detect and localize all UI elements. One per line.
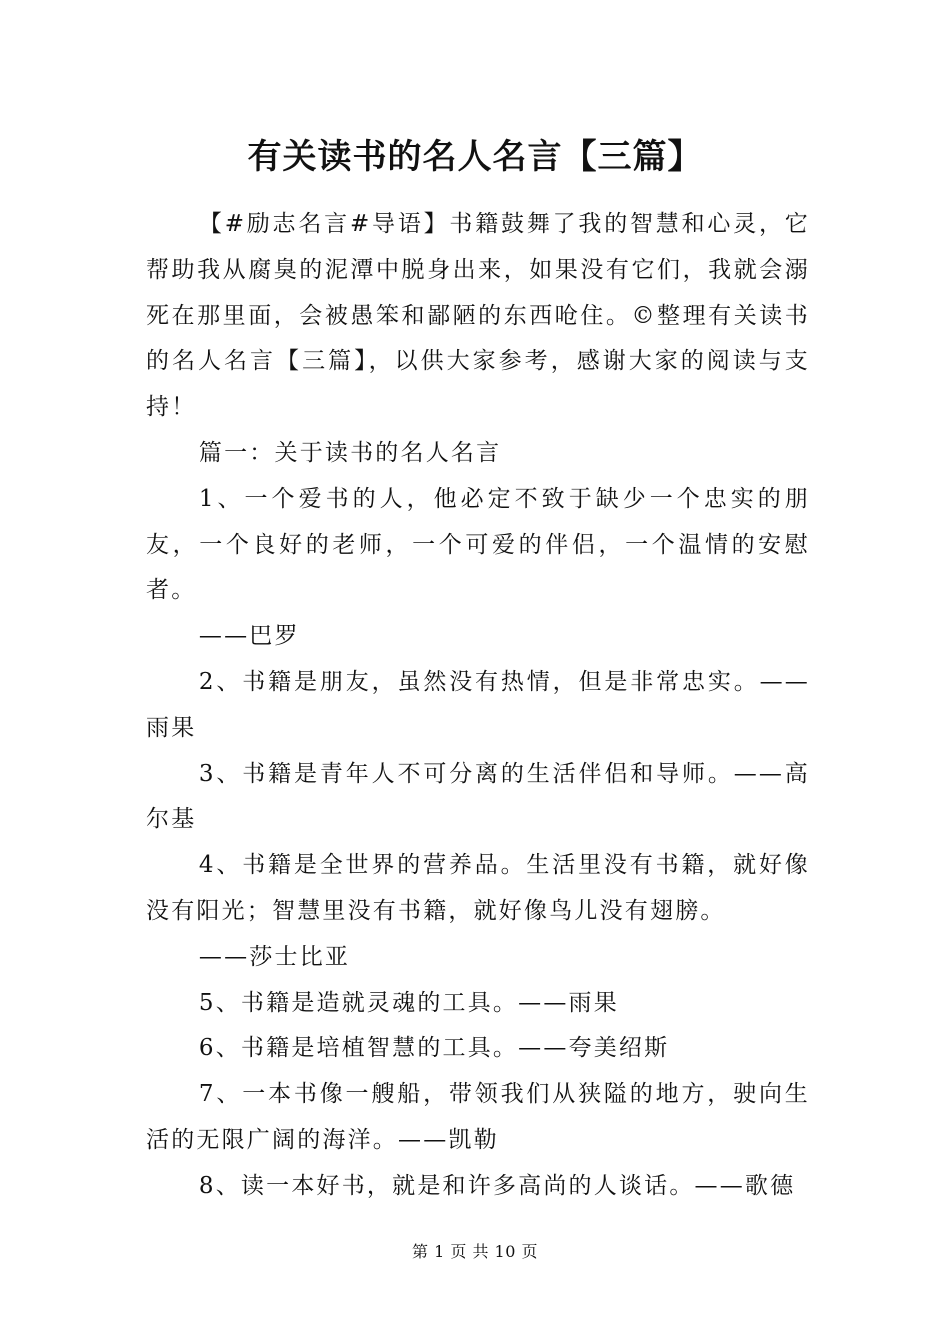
quote-paragraph: 6、书籍是培植智慧的工具。——夸美绍斯 <box>198 1035 670 1062</box>
quote-paragraph: 5、书籍是造就灵魂的工具。——雨果 <box>198 989 619 1016</box>
quote-paragraph: 3、书籍是青年人不可分离的生活伴侣和导师。——高尔基 <box>146 760 810 833</box>
intro-paragraph: 【#励志名言#导语】书籍鼓舞了我的智慧和心灵，它帮助我从腐臭的泥潭中脱身出来，如果没有它们，我就会溺死在那里面，会被愚笨和鄙陋的东西呛住。©整理有关读书的名人名言【三篇】，以供大家参考，感谢大家的阅读与支持！ <box>146 211 810 421</box>
quote-attribution: ——莎士比亚 <box>198 943 351 970</box>
document-body <box>146 202 810 1210</box>
quote-paragraph: 8、读一本好书，就是和许多高尚的人谈话。——歌德 <box>198 1172 796 1199</box>
quote-paragraph: 1、一个爱书的人，他必定不致于缺少一个忠实的朋友，一个良好的老师，一个可爱的伴侣，一个温情的安慰者。 <box>146 485 810 604</box>
quote-paragraph: 4、书籍是全世界的营养品。生活里没有书籍，就好像没有阳光；智慧里没有书籍，就好像鸟儿没有翅膀。 <box>146 852 810 924</box>
page-footer: 第 1 页 共 10 页 <box>412 1242 538 1261</box>
section-heading: 篇一：关于读书的名人名言 <box>198 439 502 466</box>
page-title: 有关读书的名人名言【三篇】 <box>247 137 703 177</box>
quote-attribution: ——巴罗 <box>198 623 300 650</box>
quote-paragraph: 7、一本书像一艘船，带领我们从狭隘的地方，驶向生活的无限广阔的海洋。——凯勒 <box>146 1081 810 1153</box>
quote-paragraph: 2、书籍是朋友，虽然没有热情，但是非常忠实。——雨果 <box>146 668 810 741</box>
